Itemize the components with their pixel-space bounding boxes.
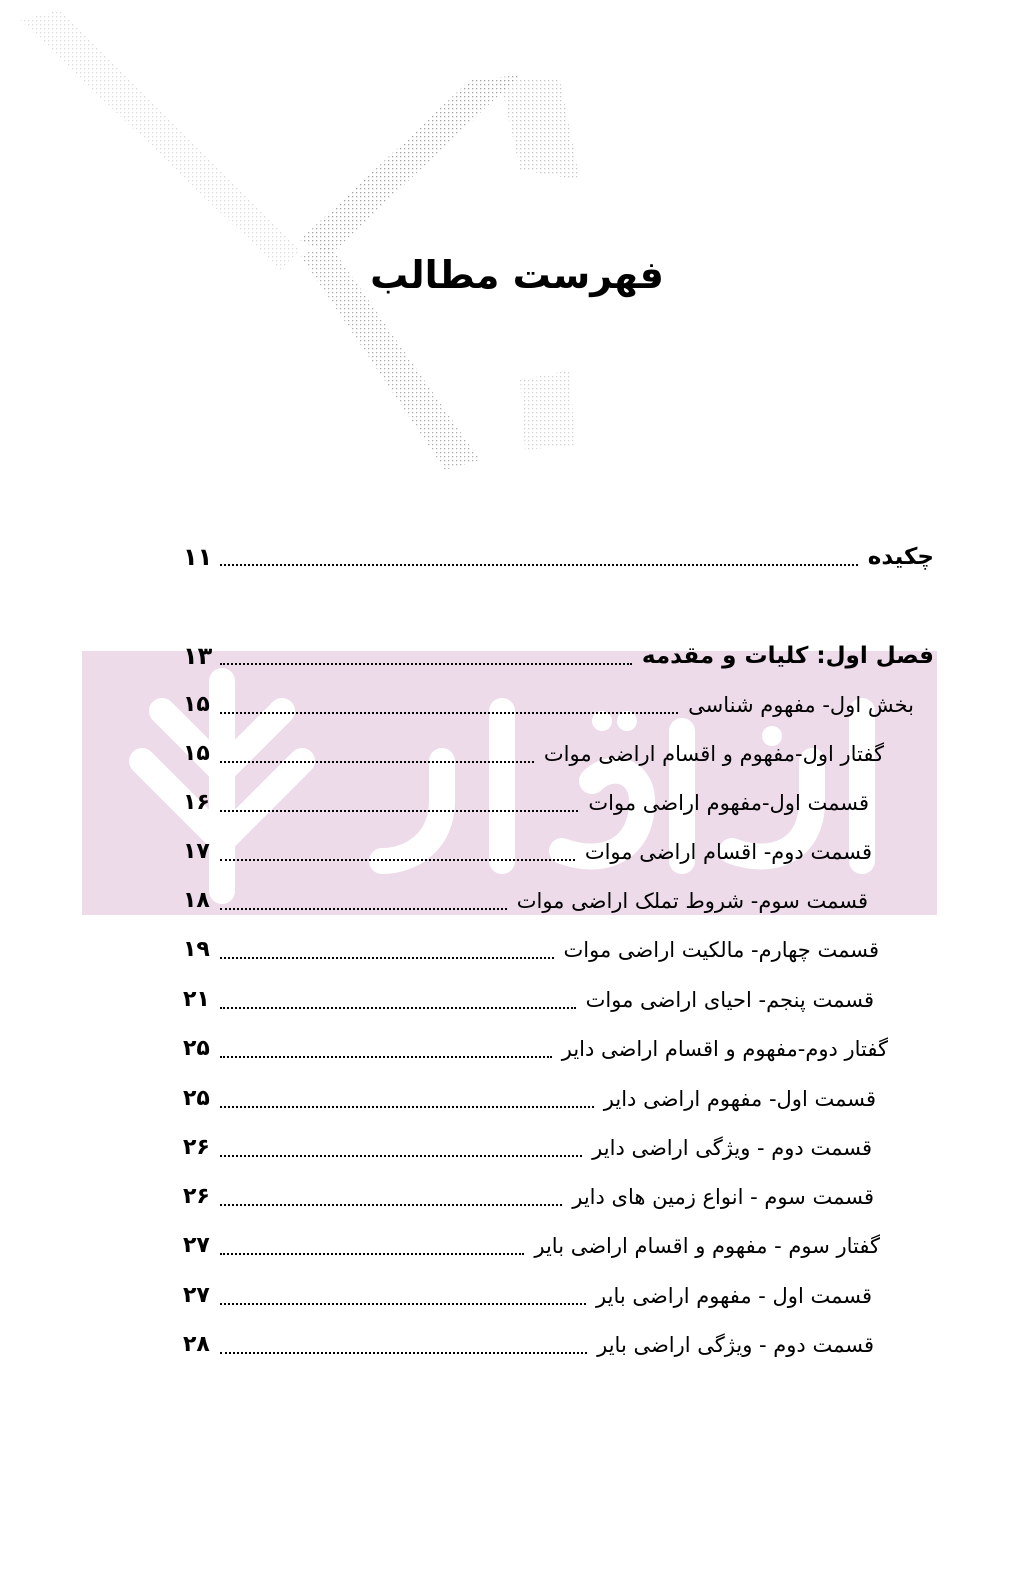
toc-entry-title: قسمت سوم - انواع زمین های دایر <box>572 1185 874 1209</box>
toc-page-number: ۲۶ <box>183 1135 210 1160</box>
toc-entry <box>0 537 1034 577</box>
toc-entry-title: قسمت اول - مفهوم اراضی بایر <box>596 1284 872 1308</box>
dotted-leader <box>220 908 507 910</box>
toc-entry-title: فصل اول: کلیات و مقدمه <box>641 643 934 669</box>
dotted-leader <box>220 1056 552 1058</box>
toc-entry-title: بخش اول- مفهوم شناسی <box>688 693 914 717</box>
toc-entry-title: قسمت پنجم- احیای اراضی موات <box>585 988 874 1012</box>
toc-page-number: ۲۸ <box>183 1332 210 1357</box>
toc-page-number: ۲۱ <box>183 987 210 1012</box>
toc-entry-title: قسمت دوم- اقسام اراضی موات <box>584 840 872 864</box>
toc-entry <box>0 1177 1034 1217</box>
toc-page-number: ۲۷ <box>183 1283 210 1308</box>
toc-entry <box>0 783 1034 823</box>
toc-entry-title: قسمت دوم - ویژگی اراضی دایر <box>592 1136 872 1160</box>
toc-entry-title: گفتار اول-مفهوم و اقسام اراضی موات <box>543 742 884 766</box>
toc-entry <box>0 832 1034 872</box>
dotted-leader <box>220 1155 582 1157</box>
toc-page-number: ۱۶ <box>183 790 210 815</box>
toc-entry-title: گفتار سوم - مفهوم و اقسام اراضی بایر <box>534 1234 880 1258</box>
toc-entry <box>0 930 1034 970</box>
toc-page-number: ۱۱ <box>183 543 213 571</box>
dotted-leader <box>220 761 534 763</box>
toc-entry-title: قسمت اول-مفهوم اراضی موات <box>588 791 869 815</box>
toc-page-number: ۱۸ <box>183 888 210 913</box>
page-title: فهرست مطالب <box>370 253 664 297</box>
dotted-leader <box>220 1007 576 1009</box>
toc-entry <box>0 734 1034 774</box>
dotted-leader <box>220 810 578 812</box>
toc-page-number: ۲۷ <box>183 1233 210 1258</box>
dotted-leader <box>220 564 858 566</box>
dotted-leader <box>220 1106 594 1108</box>
toc-entry <box>0 881 1034 921</box>
toc-page-number: ۱۷ <box>183 839 210 864</box>
dotted-leader <box>220 859 575 861</box>
dotted-leader <box>220 1352 587 1354</box>
dotted-leader <box>220 1204 562 1206</box>
toc-page-number: ۲۵ <box>183 1036 210 1061</box>
toc-entry-title: گفتار دوم-مفهوم و اقسام اراضی دایر <box>561 1037 888 1061</box>
toc-entry <box>0 685 1034 725</box>
toc-entry-title: قسمت دوم - ویژگی اراضی بایر <box>597 1333 874 1357</box>
toc-entry-title: قسمت اول- مفهوم اراضی دایر <box>603 1087 876 1111</box>
dotted-leader <box>220 663 632 665</box>
toc-entry <box>0 980 1034 1020</box>
dotted-leader <box>220 1303 586 1305</box>
toc-entry <box>0 1079 1034 1119</box>
toc-entry-title: چکیده <box>867 544 934 570</box>
toc-page-number: ۱۹ <box>183 937 210 962</box>
toc-entry <box>0 1325 1034 1365</box>
dotted-leader <box>220 957 554 959</box>
toc-page-number: ۱۵ <box>183 692 210 717</box>
toc-entry-title: قسمت چهارم- مالکیت اراضی موات <box>563 938 879 962</box>
toc-page-number: ۱۵ <box>183 741 210 766</box>
toc-page-number: ۱۳ <box>183 642 213 670</box>
toc-entry <box>0 1128 1034 1168</box>
toc-entry <box>0 1029 1034 1069</box>
toc-entry-title: قسمت سوم- شروط تملک اراضی موات <box>516 889 868 913</box>
dotted-leader <box>220 1253 524 1255</box>
toc-page-number: ۲۶ <box>183 1184 210 1209</box>
toc-entry <box>0 636 1034 676</box>
toc-entry <box>0 1276 1034 1316</box>
toc-entry <box>0 1226 1034 1266</box>
dotted-leader <box>220 712 678 714</box>
toc-page-number: ۲۵ <box>183 1086 210 1111</box>
